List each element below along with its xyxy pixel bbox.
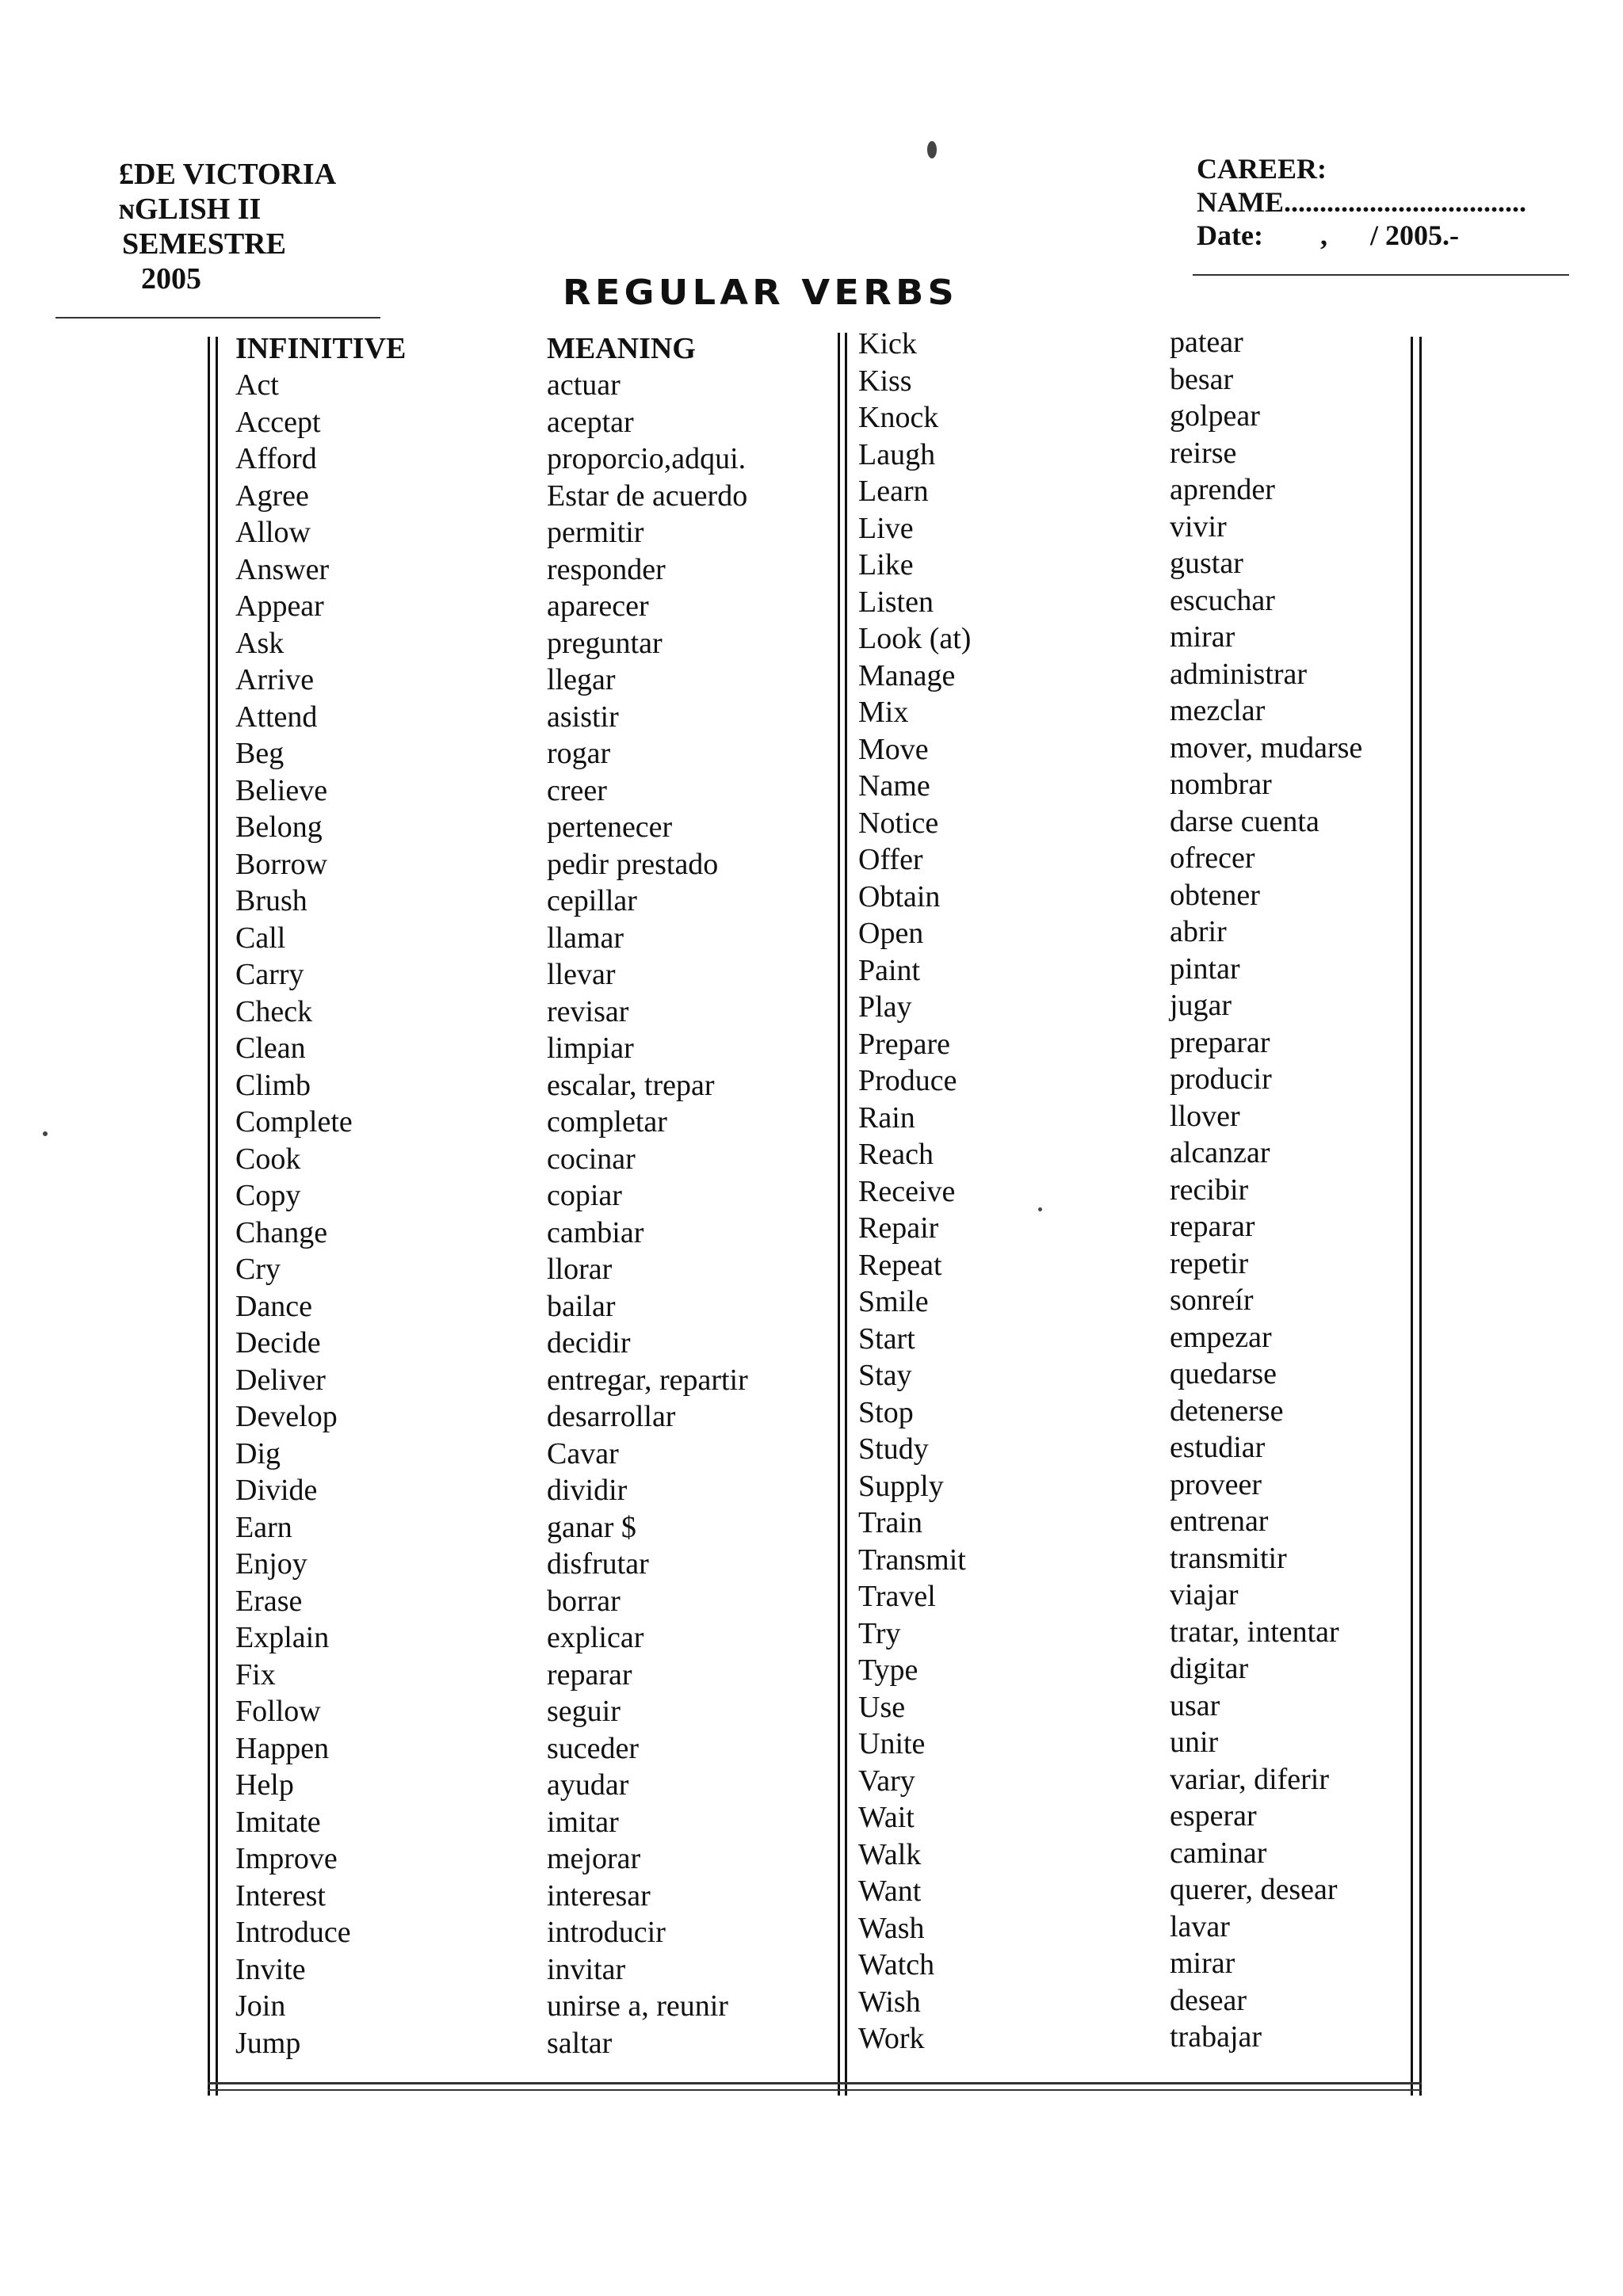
left-meaning-cell: borrar	[547, 1584, 621, 1618]
left-verb-cell: Answer	[235, 552, 330, 586]
right-meaning-cell: variar, diferir	[1170, 1762, 1330, 1796]
header-left	[119, 157, 336, 296]
left-meaning-cell: mejorar	[547, 1842, 641, 1875]
right-verb-cell: Try	[858, 1616, 901, 1650]
right-verb-cell: Want	[858, 1875, 922, 1908]
left-meaning-cell: dividir	[547, 1474, 628, 1507]
left-meaning-cell: seguir	[547, 1695, 621, 1728]
left-verb-cell: Afford	[235, 442, 317, 475]
infinitive-header: INFINITIVE	[235, 332, 407, 365]
left-meaning-cell: decidir	[547, 1326, 631, 1360]
left-verb-cell: Divide	[235, 1474, 318, 1507]
left-meaning-cell: explicar	[547, 1621, 644, 1654]
right-verb-cell: Wait	[858, 1801, 915, 1834]
right-verb-cell: Train	[858, 1506, 922, 1539]
right-verb-cell: Open	[858, 917, 924, 950]
left-meaning-cell: disfrutar	[547, 1547, 649, 1581]
right-verb-cell: Rain	[858, 1100, 915, 1135]
right-verb-cell: Walk	[858, 1837, 922, 1871]
right-verb-cell: Supply	[858, 1469, 944, 1503]
left-verb-cell: Improve	[235, 1842, 338, 1875]
left-verb-cell: Act	[235, 368, 279, 402]
left-meaning-cell: ganar $	[547, 1510, 636, 1544]
right-meaning-cell: alcanzar	[1170, 1136, 1270, 1169]
right-verb-cell: Knock	[858, 401, 939, 434]
right-verb-cell: Kick	[858, 327, 917, 360]
right-verb-cell: Like	[858, 548, 914, 582]
right-verb-cell: Move	[858, 732, 929, 766]
left-meaning-cell: introducir	[547, 1916, 666, 1949]
right-meaning-cell: entrenar	[1170, 1505, 1269, 1538]
right-meaning-cell: obtener	[1170, 878, 1260, 912]
right-meaning-cell: proveer	[1170, 1467, 1262, 1501]
right-meaning-cell: jugar	[1170, 989, 1232, 1022]
right-verb-cell: Wish	[858, 1985, 921, 2019]
table-middle-border-a	[838, 333, 840, 2096]
left-verb-cell: Accept	[235, 405, 321, 439]
right-meaning-cell: patear	[1170, 326, 1243, 359]
left-verb-cell: Introduce	[235, 1916, 351, 1949]
table-middle-border-b	[845, 333, 847, 2096]
course-name: ɴGLISH II	[119, 193, 262, 226]
left-meaning-cell: ayudar	[547, 1768, 629, 1802]
right-meaning-cell: sonreír	[1170, 1283, 1254, 1317]
right-verb-cell: Stop	[858, 1395, 914, 1429]
right-meaning-cell: administrar	[1170, 657, 1308, 691]
career-field: CAREER:	[1197, 153, 1327, 185]
left-meaning-cell: cocinar	[547, 1142, 636, 1176]
right-meaning-cell: mirar	[1170, 620, 1235, 654]
left-meaning-cell: aceptar	[547, 405, 634, 439]
left-verb-cell: Carry	[235, 958, 304, 991]
table-left-border-outer	[208, 337, 210, 2096]
right-meaning-cell: viajar	[1170, 1578, 1239, 1611]
left-meaning-cell: preguntar	[547, 626, 663, 660]
left-meaning-cell: pertenecer	[547, 810, 673, 844]
left-verb-cell: Clean	[235, 1032, 306, 1065]
right-verb-cell: Stay	[858, 1359, 912, 1392]
scan-speck	[43, 1131, 48, 1136]
left-meaning-cell: creer	[547, 773, 607, 807]
left-meaning-cell: cambiar	[547, 1215, 644, 1249]
left-verb-cell: Complete	[235, 1105, 353, 1138]
right-verb-cell: Produce	[858, 1064, 957, 1097]
left-meaning-cell: saltar	[547, 2026, 613, 2060]
right-meaning-cell: vivir	[1170, 509, 1227, 543]
right-meaning-cell: digitar	[1170, 1652, 1249, 1685]
left-verb-cell: Join	[235, 1989, 286, 2023]
right-verb-cell: Look (at)	[858, 622, 972, 655]
left-meaning-cell: limpiar	[547, 1032, 634, 1065]
left-verb-cell: Allow	[235, 516, 311, 549]
left-verb-cell: Happen	[235, 1731, 330, 1765]
right-meaning-cell: preparar	[1170, 1025, 1270, 1059]
left-verb-cell: Brush	[235, 884, 307, 917]
scan-speck	[1038, 1207, 1042, 1211]
left-verb-cell: Dig	[235, 1436, 281, 1470]
left-verb-cell: Deliver	[235, 1363, 326, 1397]
right-meaning-cell: quedarse	[1170, 1357, 1277, 1390]
header-right-underline	[1193, 274, 1569, 276]
left-verb-cell: Imitate	[235, 1805, 321, 1839]
scan-speck	[927, 141, 937, 158]
left-verb-cell: Belong	[235, 810, 323, 844]
left-verb-cell: Check	[235, 994, 313, 1028]
left-verb-cell: Explain	[235, 1621, 330, 1654]
left-verb-cell: Arrive	[235, 663, 315, 696]
left-meaning-cell: escalar, trepar	[547, 1068, 715, 1102]
right-meaning-cell: llover	[1170, 1099, 1240, 1133]
left-verb-cell: Jump	[235, 2026, 301, 2060]
left-meaning-cell: copiar	[547, 1179, 622, 1212]
left-meaning-cell: asistir	[547, 700, 619, 734]
right-meaning-cell: reparar	[1170, 1210, 1255, 1243]
right-verb-cell: Watch	[858, 1948, 935, 1981]
header-left-underline	[55, 317, 380, 318]
school-name: £DE VICTORIA	[119, 158, 337, 191]
right-verb-cell: Vary	[858, 1764, 915, 1798]
left-verb-cell: Believe	[235, 773, 328, 807]
right-verb-cell: Receive	[858, 1174, 956, 1208]
right-verb-cell: Use	[858, 1690, 906, 1724]
left-meaning-cell: revisar	[547, 994, 629, 1028]
semester-label: SEMESTRE	[122, 227, 286, 261]
right-verb-cell: Learn	[858, 475, 929, 508]
left-verb-cell: Interest	[235, 1878, 326, 1913]
left-verb-cell: Copy	[235, 1179, 301, 1212]
right-meaning-cell: aprender	[1170, 473, 1275, 506]
right-meaning-cell: abrir	[1170, 915, 1227, 948]
right-meaning-cell: mirar	[1170, 1947, 1235, 1980]
table-right-border-outer	[1411, 337, 1413, 2096]
right-meaning-cell: golpear	[1170, 399, 1260, 433]
right-verb-cell: Notice	[858, 806, 939, 840]
left-meaning-cell: Estar de acuerdo	[547, 479, 748, 513]
right-verb-cell: Repeat	[858, 1248, 942, 1282]
left-meaning-cell: actuar	[547, 368, 621, 402]
left-meaning-cell: responder	[547, 552, 666, 586]
left-verb-cell: Decide	[235, 1326, 321, 1360]
right-meaning-cell: besar	[1170, 362, 1234, 396]
left-verb-cell: Invite	[235, 1952, 306, 1986]
left-meaning-cell: llamar	[547, 921, 624, 955]
year-label: 2005	[141, 262, 201, 296]
left-meaning-cell: entregar, repartir	[547, 1363, 748, 1397]
left-verb-cell: Beg	[235, 737, 285, 770]
left-verb-cell: Earn	[235, 1510, 292, 1544]
right-meaning-cell: producir	[1170, 1062, 1272, 1096]
left-meaning-cell: rogar	[547, 737, 611, 770]
right-verb-cell: Mix	[858, 696, 909, 729]
right-meaning-cell: detenerse	[1170, 1394, 1284, 1428]
left-meaning-cell: llevar	[547, 958, 616, 991]
left-verb-cell: Dance	[235, 1289, 313, 1323]
right-meaning-cell: caminar	[1170, 1836, 1267, 1870]
table-left-border-inner	[216, 337, 218, 2096]
right-meaning-cell: gustar	[1170, 547, 1243, 580]
left-meaning-cell: cepillar	[547, 884, 637, 917]
right-meaning-cell: esperar	[1170, 1799, 1257, 1833]
right-meaning-cell: pintar	[1170, 952, 1240, 986]
left-meaning-cell: reparar	[547, 1657, 632, 1691]
table-bottom-border-2	[208, 2089, 1422, 2091]
left-meaning-cell: aparecer	[547, 589, 649, 623]
right-verb-cell: Obtain	[858, 879, 941, 913]
right-verb-cell: Prepare	[858, 1027, 951, 1061]
right-verb-cell: Manage	[858, 658, 956, 692]
meaning-header: MEANING	[547, 332, 696, 365]
left-meaning-cell: permitir	[547, 516, 644, 549]
right-verb-cell: Wash	[858, 1911, 925, 1945]
right-verb-cell: Repair	[858, 1211, 939, 1245]
right-verb-cell: Name	[858, 769, 930, 803]
left-meaning-cell: llorar	[547, 1253, 613, 1286]
right-verb-cell: Reach	[858, 1138, 934, 1171]
right-meaning-cell: empezar	[1170, 1320, 1272, 1354]
right-meaning-cell: escuchar	[1170, 583, 1275, 617]
left-verb-cell: Attend	[235, 700, 318, 734]
right-meaning-cell: mezclar	[1170, 694, 1266, 727]
table-bottom-border	[208, 2082, 1422, 2084]
page-title: REGULAR VERBS	[563, 273, 959, 313]
left-meaning-cell: completar	[547, 1105, 667, 1138]
left-verb-cell: Borrow	[235, 847, 328, 881]
left-verb-cell: Change	[235, 1215, 328, 1249]
date-field: Date: , / 2005.-	[1197, 219, 1459, 251]
left-verb-cell: Follow	[235, 1695, 321, 1728]
header-right	[1197, 152, 1526, 252]
right-verb-cell: Unite	[858, 1727, 926, 1760]
left-meaning-cell: desarrollar	[547, 1400, 676, 1433]
right-meaning-cell: querer, desear	[1170, 1873, 1338, 1906]
left-meaning-cell: suceder	[547, 1731, 640, 1765]
right-meaning-cell: transmitir	[1170, 1541, 1287, 1575]
left-verb-cell: Enjoy	[235, 1547, 307, 1581]
left-meaning-cell: unirse a, reunir	[547, 1989, 728, 2023]
right-verb-cell: Smile	[858, 1285, 929, 1318]
right-meaning-cell: nombrar	[1170, 768, 1272, 801]
right-meaning-cell: repetir	[1170, 1246, 1249, 1280]
right-verb-cell: Play	[858, 990, 912, 1024]
right-meaning-cell: unir	[1170, 1726, 1219, 1759]
right-meaning-cell: lavar	[1170, 1909, 1230, 1943]
right-verb-cell: Offer	[858, 843, 923, 876]
right-meaning-cell: darse cuenta	[1170, 804, 1319, 838]
right-meaning-cell: mover, mudarse	[1170, 730, 1363, 765]
left-verb-cell: Fix	[235, 1657, 276, 1691]
left-verb-cell: Climb	[235, 1068, 311, 1102]
left-meaning-cell: llegar	[547, 663, 616, 696]
left-meaning-cell: imitar	[547, 1805, 619, 1839]
left-verb-cell: Erase	[235, 1584, 303, 1618]
right-meaning-cell: recibir	[1170, 1173, 1249, 1207]
table-right-border-inner	[1419, 337, 1422, 2096]
right-verb-cell: Kiss	[858, 364, 912, 398]
left-verb-cell: Ask	[235, 626, 285, 660]
right-meaning-cell: trabajar	[1170, 2020, 1262, 2054]
right-meaning-cell: usar	[1170, 1688, 1220, 1722]
right-verb-cell: Work	[858, 2022, 925, 2055]
left-verb-cell: Help	[235, 1768, 294, 1802]
right-verb-cell: Laugh	[858, 437, 936, 471]
right-verb-cell: Live	[858, 511, 914, 545]
left-verb-cell: Develop	[235, 1400, 338, 1433]
right-meaning-cell: estudiar	[1170, 1431, 1266, 1464]
left-verb-cell: Appear	[235, 589, 324, 623]
left-meaning-cell: invitar	[547, 1952, 626, 1986]
right-meaning-cell: desear	[1170, 1983, 1247, 2017]
right-verb-cell: Travel	[858, 1580, 936, 1613]
left-meaning-cell: interesar	[547, 1878, 651, 1913]
left-meaning-cell: proporcio,adqui.	[547, 442, 747, 475]
right-meaning-cell: ofrecer	[1170, 841, 1255, 875]
left-meaning-cell: bailar	[547, 1289, 616, 1323]
right-verb-cell: Start	[858, 1322, 915, 1356]
left-verb-cell: Call	[235, 921, 286, 955]
right-verb-cell: Study	[858, 1432, 929, 1466]
right-verb-cell: Listen	[858, 585, 934, 619]
left-verb-cell: Cook	[235, 1142, 301, 1176]
left-meaning-cell: pedir prestado	[547, 847, 719, 881]
right-verb-cell: Transmit	[858, 1543, 966, 1577]
right-verb-cell: Type	[858, 1653, 918, 1687]
right-meaning-cell: reirse	[1170, 436, 1237, 470]
left-verb-cell: Agree	[235, 479, 309, 513]
left-meaning-cell: Cavar	[547, 1436, 619, 1470]
left-verb-cell: Cry	[235, 1253, 281, 1286]
right-verb-cell: Paint	[858, 953, 921, 987]
right-meaning-cell: tratar, intentar	[1170, 1615, 1339, 1649]
name-field: NAME..................................	[1197, 186, 1526, 218]
